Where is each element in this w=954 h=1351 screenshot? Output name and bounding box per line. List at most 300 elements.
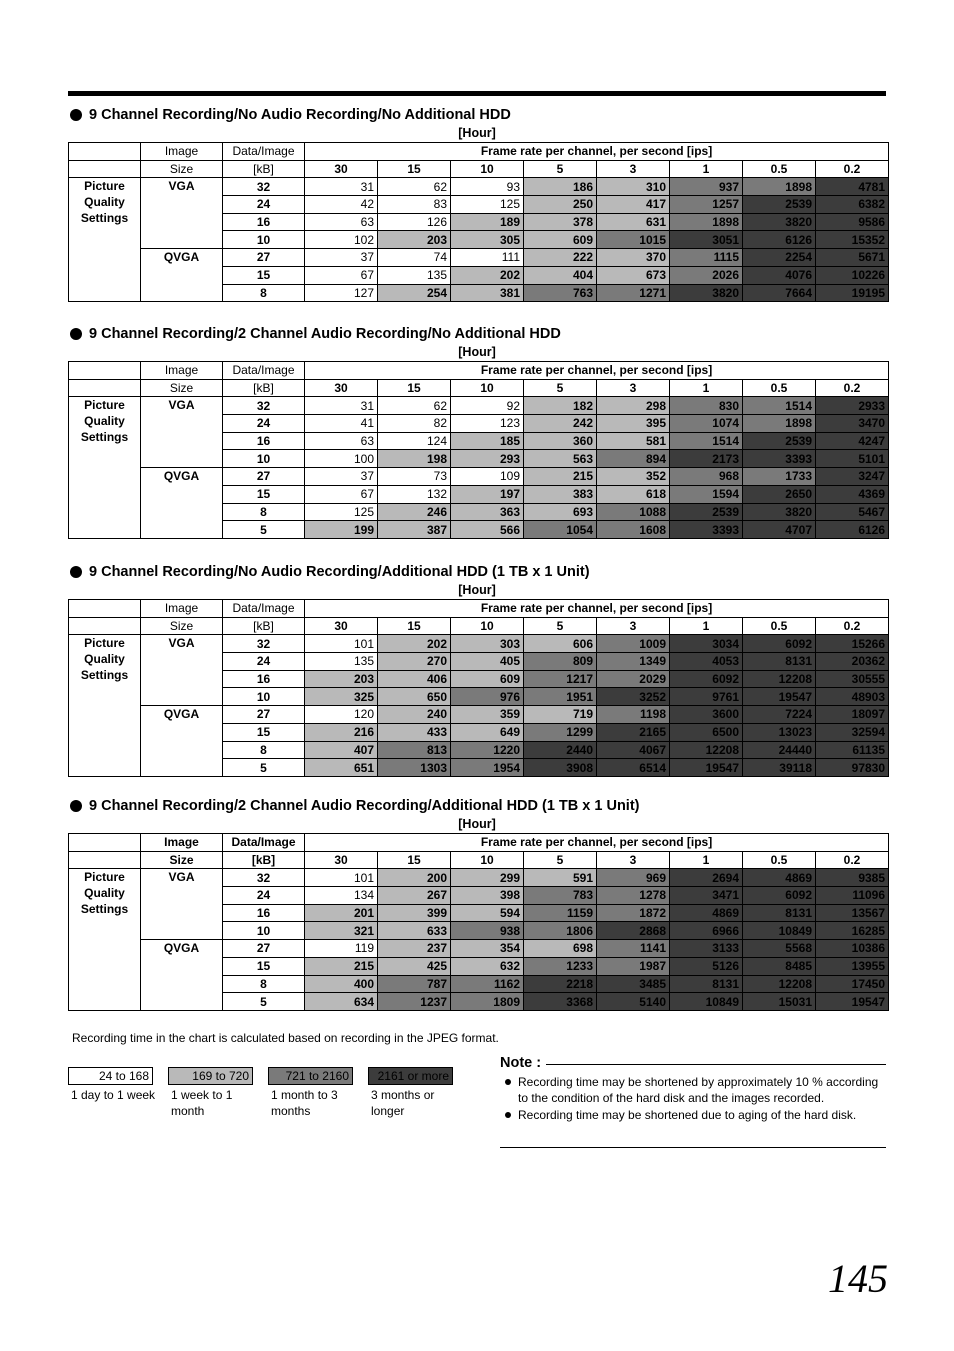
- frame-rate-col: 3: [597, 851, 670, 869]
- recording-hours-cell: 109: [451, 468, 524, 486]
- recording-hours-cell: 5126: [670, 957, 743, 975]
- recording-hours-cell: 293: [451, 450, 524, 468]
- recording-hours-cell: 305: [451, 231, 524, 249]
- frame-rate-col: 30: [305, 851, 378, 869]
- recording-hours-cell: 19195: [816, 284, 889, 302]
- data-kb-cell: 24: [223, 196, 305, 214]
- picture-quality-line: Picture: [84, 870, 125, 885]
- recording-hours-cell: 15031: [743, 993, 816, 1011]
- recording-hours-cell: 7224: [743, 706, 816, 724]
- recording-hours-cell: 673: [597, 266, 670, 284]
- recording-hours-cell: 783: [524, 887, 597, 905]
- recording-hours-cell: 618: [597, 485, 670, 503]
- recording-hours-cell: 7664: [743, 284, 816, 302]
- legend-range-box: 24 to 168: [68, 1067, 153, 1085]
- data-kb-cell: 15: [223, 266, 305, 284]
- note-title: Note :: [500, 1053, 546, 1073]
- image-size-header: Size: [141, 851, 223, 869]
- recording-section: [68, 324, 886, 539]
- recording-hours-cell: 19547: [743, 688, 816, 706]
- recording-hours-cell: 937: [670, 178, 743, 196]
- recording-hours-cell: 15352: [816, 231, 889, 249]
- picture-quality-line: Settings: [80, 430, 129, 445]
- recording-time-table: [68, 599, 889, 777]
- section-title: [68, 105, 886, 125]
- recording-hours-cell: 2539: [743, 196, 816, 214]
- recording-hours-cell: 2933: [816, 397, 889, 415]
- data-kb-cell: 16: [223, 213, 305, 231]
- recording-hours-cell: 383: [524, 485, 597, 503]
- data-kb-cell: 15: [223, 957, 305, 975]
- recording-time-table: [68, 142, 889, 302]
- data-kb-cell: 24: [223, 887, 305, 905]
- recording-hours-cell: 250: [524, 196, 597, 214]
- recording-time-table: [68, 361, 889, 539]
- recording-hours-cell: 404: [524, 266, 597, 284]
- recording-hours-cell: 63: [305, 432, 378, 450]
- recording-hours-cell: 246: [378, 503, 451, 521]
- frame-rate-col: 15: [378, 160, 451, 178]
- frame-rate-col: 10: [451, 160, 524, 178]
- bullet-icon: [70, 566, 82, 578]
- data-kb-cell: 24: [223, 653, 305, 671]
- recording-hours-cell: 62: [378, 397, 451, 415]
- legend-range-box: 2161 or more: [368, 1067, 453, 1085]
- recording-hours-cell: 82: [378, 415, 451, 433]
- frame-rate-col: 1: [670, 851, 743, 869]
- data-kb-cell: 10: [223, 688, 305, 706]
- recording-hours-cell: 12208: [743, 670, 816, 688]
- recording-hours-cell: 3908: [524, 759, 597, 777]
- recording-hours-cell: 216: [305, 723, 378, 741]
- section-title-text: 9 Channel Recording/2 Channel Audio Recording/No Additional HDD: [89, 326, 561, 342]
- frame-rate-col: 3: [597, 160, 670, 178]
- recording-hours-cell: 1898: [743, 415, 816, 433]
- recording-hours-cell: 3820: [743, 503, 816, 521]
- recording-hours-cell: 359: [451, 706, 524, 724]
- recording-hours-cell: 400: [305, 975, 378, 993]
- recording-hours-cell: 381: [451, 284, 524, 302]
- recording-hours-cell: 3252: [597, 688, 670, 706]
- header-row: [69, 851, 889, 869]
- image-size-cell: QVGA: [141, 468, 223, 539]
- corner-cell: [69, 362, 141, 380]
- recording-hours-cell: 20362: [816, 653, 889, 671]
- image-size-header: Image: [141, 834, 223, 852]
- recording-hours-cell: 5467: [816, 503, 889, 521]
- picture-quality-line: Picture: [84, 179, 125, 194]
- data-kb-cell: 27: [223, 468, 305, 486]
- legend-item: [168, 1067, 266, 1119]
- image-size-header: Size: [141, 160, 223, 178]
- recording-hours-cell: 124: [378, 432, 451, 450]
- table-row: [69, 178, 889, 196]
- recording-hours-cell: 19547: [670, 759, 743, 777]
- recording-hours-cell: 2440: [524, 741, 597, 759]
- data-kb-cell: 27: [223, 940, 305, 958]
- frame-rate-header: Frame rate per channel, per second [ips]: [305, 143, 889, 161]
- recording-hours-cell: 594: [451, 904, 524, 922]
- picture-quality-label: [69, 635, 141, 777]
- frame-rate-col: 15: [378, 379, 451, 397]
- picture-quality-line: Settings: [80, 211, 129, 226]
- recording-hours-cell: 650: [378, 688, 451, 706]
- recording-hours-cell: 185: [451, 432, 524, 450]
- recording-hours-cell: 61135: [816, 741, 889, 759]
- recording-hours-cell: 202: [451, 266, 524, 284]
- recording-hours-cell: 203: [378, 231, 451, 249]
- recording-hours-cell: 433: [378, 723, 451, 741]
- recording-hours-cell: 634: [305, 993, 378, 1011]
- image-size-header: Image: [141, 600, 223, 618]
- section-title-text: 9 Channel Recording/2 Channel Audio Recording/Additional HDD (1 TB x 1 Unit): [89, 798, 640, 814]
- frame-rate-col: 3: [597, 617, 670, 635]
- recording-hours-cell: 360: [524, 432, 597, 450]
- recording-hours-cell: 303: [451, 635, 524, 653]
- recording-hours-cell: 198: [378, 450, 451, 468]
- recording-hours-cell: 1233: [524, 957, 597, 975]
- image-size-header: Size: [141, 617, 223, 635]
- recording-hours-cell: 321: [305, 922, 378, 940]
- recording-hours-cell: 1954: [451, 759, 524, 777]
- legend-item: [368, 1067, 466, 1119]
- recording-hours-cell: 242: [524, 415, 597, 433]
- corner-cell: [69, 834, 141, 852]
- recording-hours-cell: 134: [305, 887, 378, 905]
- picture-quality-line: Settings: [80, 902, 129, 917]
- recording-hours-cell: 10849: [670, 993, 743, 1011]
- recording-hours-cell: 378: [524, 213, 597, 231]
- recording-hours-cell: 10226: [816, 266, 889, 284]
- recording-hours-cell: 30555: [816, 670, 889, 688]
- recording-hours-cell: 1271: [597, 284, 670, 302]
- hour-unit-label: [Hour]: [458, 583, 496, 597]
- data-image-header: [kB]: [223, 379, 305, 397]
- recording-hours-cell: 405: [451, 653, 524, 671]
- frame-rate-col: 5: [524, 851, 597, 869]
- recording-hours-cell: 254: [378, 284, 451, 302]
- note-header: [500, 1053, 886, 1073]
- data-kb-cell: 15: [223, 485, 305, 503]
- data-kb-cell: 5: [223, 993, 305, 1011]
- recording-hours-cell: 202: [378, 635, 451, 653]
- recording-hours-cell: 938: [451, 922, 524, 940]
- recording-hours-cell: 73: [378, 468, 451, 486]
- recording-hours-cell: 3247: [816, 468, 889, 486]
- data-image-header: Data/Image: [223, 600, 305, 618]
- recording-hours-cell: 631: [597, 213, 670, 231]
- recording-hours-cell: 606: [524, 635, 597, 653]
- recording-hours-cell: 5671: [816, 249, 889, 267]
- frame-rate-col: 15: [378, 851, 451, 869]
- recording-hours-cell: 830: [670, 397, 743, 415]
- recording-hours-cell: 41: [305, 415, 378, 433]
- recording-hours-cell: 698: [524, 940, 597, 958]
- recording-hours-cell: 12208: [670, 741, 743, 759]
- frame-rate-col: 0.5: [743, 160, 816, 178]
- image-size-cell: VGA: [141, 397, 223, 468]
- hour-unit-label: [Hour]: [458, 126, 496, 140]
- recording-hours-cell: 8485: [743, 957, 816, 975]
- recording-hours-cell: 2165: [597, 723, 670, 741]
- recording-hours-cell: 4869: [670, 904, 743, 922]
- data-image-header: [kB]: [223, 617, 305, 635]
- image-size-cell: QVGA: [141, 706, 223, 777]
- picture-quality-line: Picture: [84, 398, 125, 413]
- hour-unit-label: [Hour]: [458, 345, 496, 359]
- recording-hours-cell: 9385: [816, 869, 889, 887]
- recording-hours-cell: 2539: [670, 503, 743, 521]
- recording-hours-cell: 63: [305, 213, 378, 231]
- recording-hours-cell: 74: [378, 249, 451, 267]
- recording-hours-cell: 3470: [816, 415, 889, 433]
- image-size-header: Image: [141, 143, 223, 161]
- image-size-header: Size: [141, 379, 223, 397]
- recording-hours-cell: 1987: [597, 957, 670, 975]
- data-image-header: Data/Image: [223, 143, 305, 161]
- recording-hours-cell: 3471: [670, 887, 743, 905]
- image-size-cell: VGA: [141, 635, 223, 706]
- page-number: 145: [828, 1256, 888, 1301]
- table-row: [69, 706, 889, 724]
- recording-hours-cell: 6092: [743, 635, 816, 653]
- legend-range-box: 169 to 720: [168, 1067, 253, 1085]
- recording-hours-cell: 1733: [743, 468, 816, 486]
- corner-cell: [69, 160, 141, 178]
- bullet-icon: [70, 328, 82, 340]
- recording-hours-cell: 651: [305, 759, 378, 777]
- recording-hours-cell: 111: [451, 249, 524, 267]
- recording-section: [68, 562, 886, 777]
- data-image-header: [kB]: [223, 851, 305, 869]
- recording-hours-cell: 4369: [816, 485, 889, 503]
- recording-hours-cell: 1257: [670, 196, 743, 214]
- recording-hours-cell: 1514: [670, 432, 743, 450]
- frame-rate-col: 0.5: [743, 851, 816, 869]
- data-kb-cell: 15: [223, 723, 305, 741]
- recording-hours-cell: 197: [451, 485, 524, 503]
- frame-rate-col: 0.5: [743, 379, 816, 397]
- recording-hours-cell: 119: [305, 940, 378, 958]
- recording-hours-cell: 894: [597, 450, 670, 468]
- recording-hours-cell: 48903: [816, 688, 889, 706]
- data-kb-cell: 16: [223, 432, 305, 450]
- recording-hours-cell: 809: [524, 653, 597, 671]
- data-kb-cell: 8: [223, 741, 305, 759]
- recording-hours-cell: 125: [305, 503, 378, 521]
- recording-hours-cell: 1608: [597, 521, 670, 539]
- frame-rate-col: 5: [524, 379, 597, 397]
- frame-rate-col: 3: [597, 379, 670, 397]
- recording-hours-cell: 2218: [524, 975, 597, 993]
- recording-hours-cell: 2539: [743, 432, 816, 450]
- recording-hours-cell: 591: [524, 869, 597, 887]
- recording-hours-cell: 240: [378, 706, 451, 724]
- recording-hours-cell: 10386: [816, 940, 889, 958]
- recording-hours-cell: 17450: [816, 975, 889, 993]
- recording-hours-cell: 581: [597, 432, 670, 450]
- recording-hours-cell: 566: [451, 521, 524, 539]
- data-kb-cell: 10: [223, 450, 305, 468]
- note-item: [500, 1074, 886, 1106]
- recording-hours-cell: 3051: [670, 231, 743, 249]
- frame-rate-col: 30: [305, 379, 378, 397]
- note-box: [500, 1053, 886, 1124]
- recording-hours-cell: 1198: [597, 706, 670, 724]
- frame-rate-col: 30: [305, 617, 378, 635]
- data-kb-cell: 24: [223, 415, 305, 433]
- frame-rate-header: Frame rate per channel, per second [ips]: [305, 600, 889, 618]
- recording-hours-cell: 3034: [670, 635, 743, 653]
- frame-rate-header: Frame rate per channel, per second [ips]: [305, 362, 889, 380]
- recording-hours-cell: 1237: [378, 993, 451, 1011]
- picture-quality-label: [69, 869, 141, 1011]
- recording-hours-cell: 1514: [743, 397, 816, 415]
- recording-hours-cell: 10849: [743, 922, 816, 940]
- recording-hours-cell: 310: [597, 178, 670, 196]
- recording-hours-cell: 1009: [597, 635, 670, 653]
- recording-hours-cell: 62: [378, 178, 451, 196]
- data-kb-cell: 8: [223, 975, 305, 993]
- table-row: [69, 940, 889, 958]
- recording-hours-cell: 1303: [378, 759, 451, 777]
- recording-hours-cell: 270: [378, 653, 451, 671]
- image-size-cell: VGA: [141, 869, 223, 940]
- recording-hours-cell: 126: [378, 213, 451, 231]
- recording-hours-cell: 787: [378, 975, 451, 993]
- recording-hours-cell: 1898: [743, 178, 816, 196]
- recording-hours-cell: 237: [378, 940, 451, 958]
- recording-hours-cell: 267: [378, 887, 451, 905]
- recording-hours-cell: 92: [451, 397, 524, 415]
- recording-hours-cell: 3393: [670, 521, 743, 539]
- picture-quality-line: Quality: [84, 886, 125, 901]
- recording-hours-cell: 120: [305, 706, 378, 724]
- picture-quality-label: [69, 178, 141, 302]
- recording-hours-cell: 395: [597, 415, 670, 433]
- legend-description: 1 month to 3 months: [271, 1088, 338, 1118]
- recording-hours-cell: 1115: [670, 249, 743, 267]
- corner-cell: [69, 379, 141, 397]
- recording-hours-cell: 5140: [597, 993, 670, 1011]
- note-bottom-rule: [500, 1147, 886, 1148]
- bullet-icon: [70, 109, 82, 121]
- recording-hours-cell: 2650: [743, 485, 816, 503]
- recording-hours-cell: 67: [305, 266, 378, 284]
- recording-hours-cell: 127: [305, 284, 378, 302]
- recording-hours-cell: 298: [597, 397, 670, 415]
- frame-rate-col: 0.2: [816, 851, 889, 869]
- picture-quality-line: Quality: [84, 195, 125, 210]
- recording-hours-cell: 11096: [816, 887, 889, 905]
- recording-hours-cell: 101: [305, 869, 378, 887]
- recording-hours-cell: 3600: [670, 706, 743, 724]
- frame-rate-col: 1: [670, 160, 743, 178]
- recording-hours-cell: 299: [451, 869, 524, 887]
- recording-hours-cell: 325: [305, 688, 378, 706]
- frame-rate-col: 0.5: [743, 617, 816, 635]
- data-kb-cell: 8: [223, 503, 305, 521]
- data-kb-cell: 27: [223, 249, 305, 267]
- recording-hours-cell: 370: [597, 249, 670, 267]
- note-item: [500, 1107, 886, 1123]
- frame-rate-col: 10: [451, 379, 524, 397]
- recording-hours-cell: 4247: [816, 432, 889, 450]
- header-row: [69, 600, 889, 618]
- data-kb-cell: 32: [223, 178, 305, 196]
- frame-rate-col: 0.2: [816, 160, 889, 178]
- recording-hours-cell: 968: [670, 468, 743, 486]
- picture-quality-line: Settings: [80, 668, 129, 683]
- recording-hours-cell: 2254: [743, 249, 816, 267]
- header-row: [69, 362, 889, 380]
- corner-cell: [69, 143, 141, 161]
- data-image-header: Data/Image: [223, 362, 305, 380]
- recording-hours-cell: 31: [305, 178, 378, 196]
- table-row: [69, 397, 889, 415]
- recording-hours-cell: 2173: [670, 450, 743, 468]
- recording-hours-cell: 13567: [816, 904, 889, 922]
- recording-hours-cell: 200: [378, 869, 451, 887]
- recording-hours-cell: 199: [305, 521, 378, 539]
- recording-hours-cell: 813: [378, 741, 451, 759]
- frame-rate-col: 30: [305, 160, 378, 178]
- recording-hours-cell: 5568: [743, 940, 816, 958]
- bullet-icon: [505, 1079, 511, 1085]
- corner-cell: [69, 851, 141, 869]
- recording-hours-cell: 719: [524, 706, 597, 724]
- data-kb-cell: 10: [223, 231, 305, 249]
- section-title-text: 9 Channel Recording/No Audio Recording/No Additional HDD: [89, 107, 511, 123]
- recording-hours-cell: 132: [378, 485, 451, 503]
- recording-hours-cell: 6092: [670, 670, 743, 688]
- recording-hours-cell: 1220: [451, 741, 524, 759]
- recording-section: [68, 105, 886, 302]
- note-item-text: Recording time may be shortened due to aging of the hard disk.: [518, 1108, 857, 1122]
- corner-cell: [69, 617, 141, 635]
- recording-hours-cell: 6382: [816, 196, 889, 214]
- frame-rate-col: 5: [524, 617, 597, 635]
- table-row: [69, 249, 889, 267]
- recording-hours-cell: 3133: [670, 940, 743, 958]
- recording-hours-cell: 406: [378, 670, 451, 688]
- recording-hours-cell: 9761: [670, 688, 743, 706]
- image-size-cell: VGA: [141, 178, 223, 249]
- recording-hours-cell: 969: [597, 869, 670, 887]
- data-kb-cell: 8: [223, 284, 305, 302]
- recording-hours-cell: 9586: [816, 213, 889, 231]
- recording-hours-cell: 1872: [597, 904, 670, 922]
- recording-hours-cell: 1015: [597, 231, 670, 249]
- recording-hours-cell: 222: [524, 249, 597, 267]
- recording-hours-cell: 2029: [597, 670, 670, 688]
- recording-hours-cell: 189: [451, 213, 524, 231]
- recording-hours-cell: 3368: [524, 993, 597, 1011]
- recording-hours-cell: 6966: [670, 922, 743, 940]
- recording-hours-cell: 12208: [743, 975, 816, 993]
- recording-hours-cell: 13955: [816, 957, 889, 975]
- data-image-header: Data/Image: [223, 834, 305, 852]
- recording-hours-cell: 123: [451, 415, 524, 433]
- recording-hours-cell: 39118: [743, 759, 816, 777]
- data-kb-cell: 5: [223, 759, 305, 777]
- recording-hours-cell: 1951: [524, 688, 597, 706]
- recording-hours-cell: 1162: [451, 975, 524, 993]
- recording-hours-cell: 387: [378, 521, 451, 539]
- recording-hours-cell: 5101: [816, 450, 889, 468]
- recording-hours-cell: 1159: [524, 904, 597, 922]
- recording-hours-cell: 83: [378, 196, 451, 214]
